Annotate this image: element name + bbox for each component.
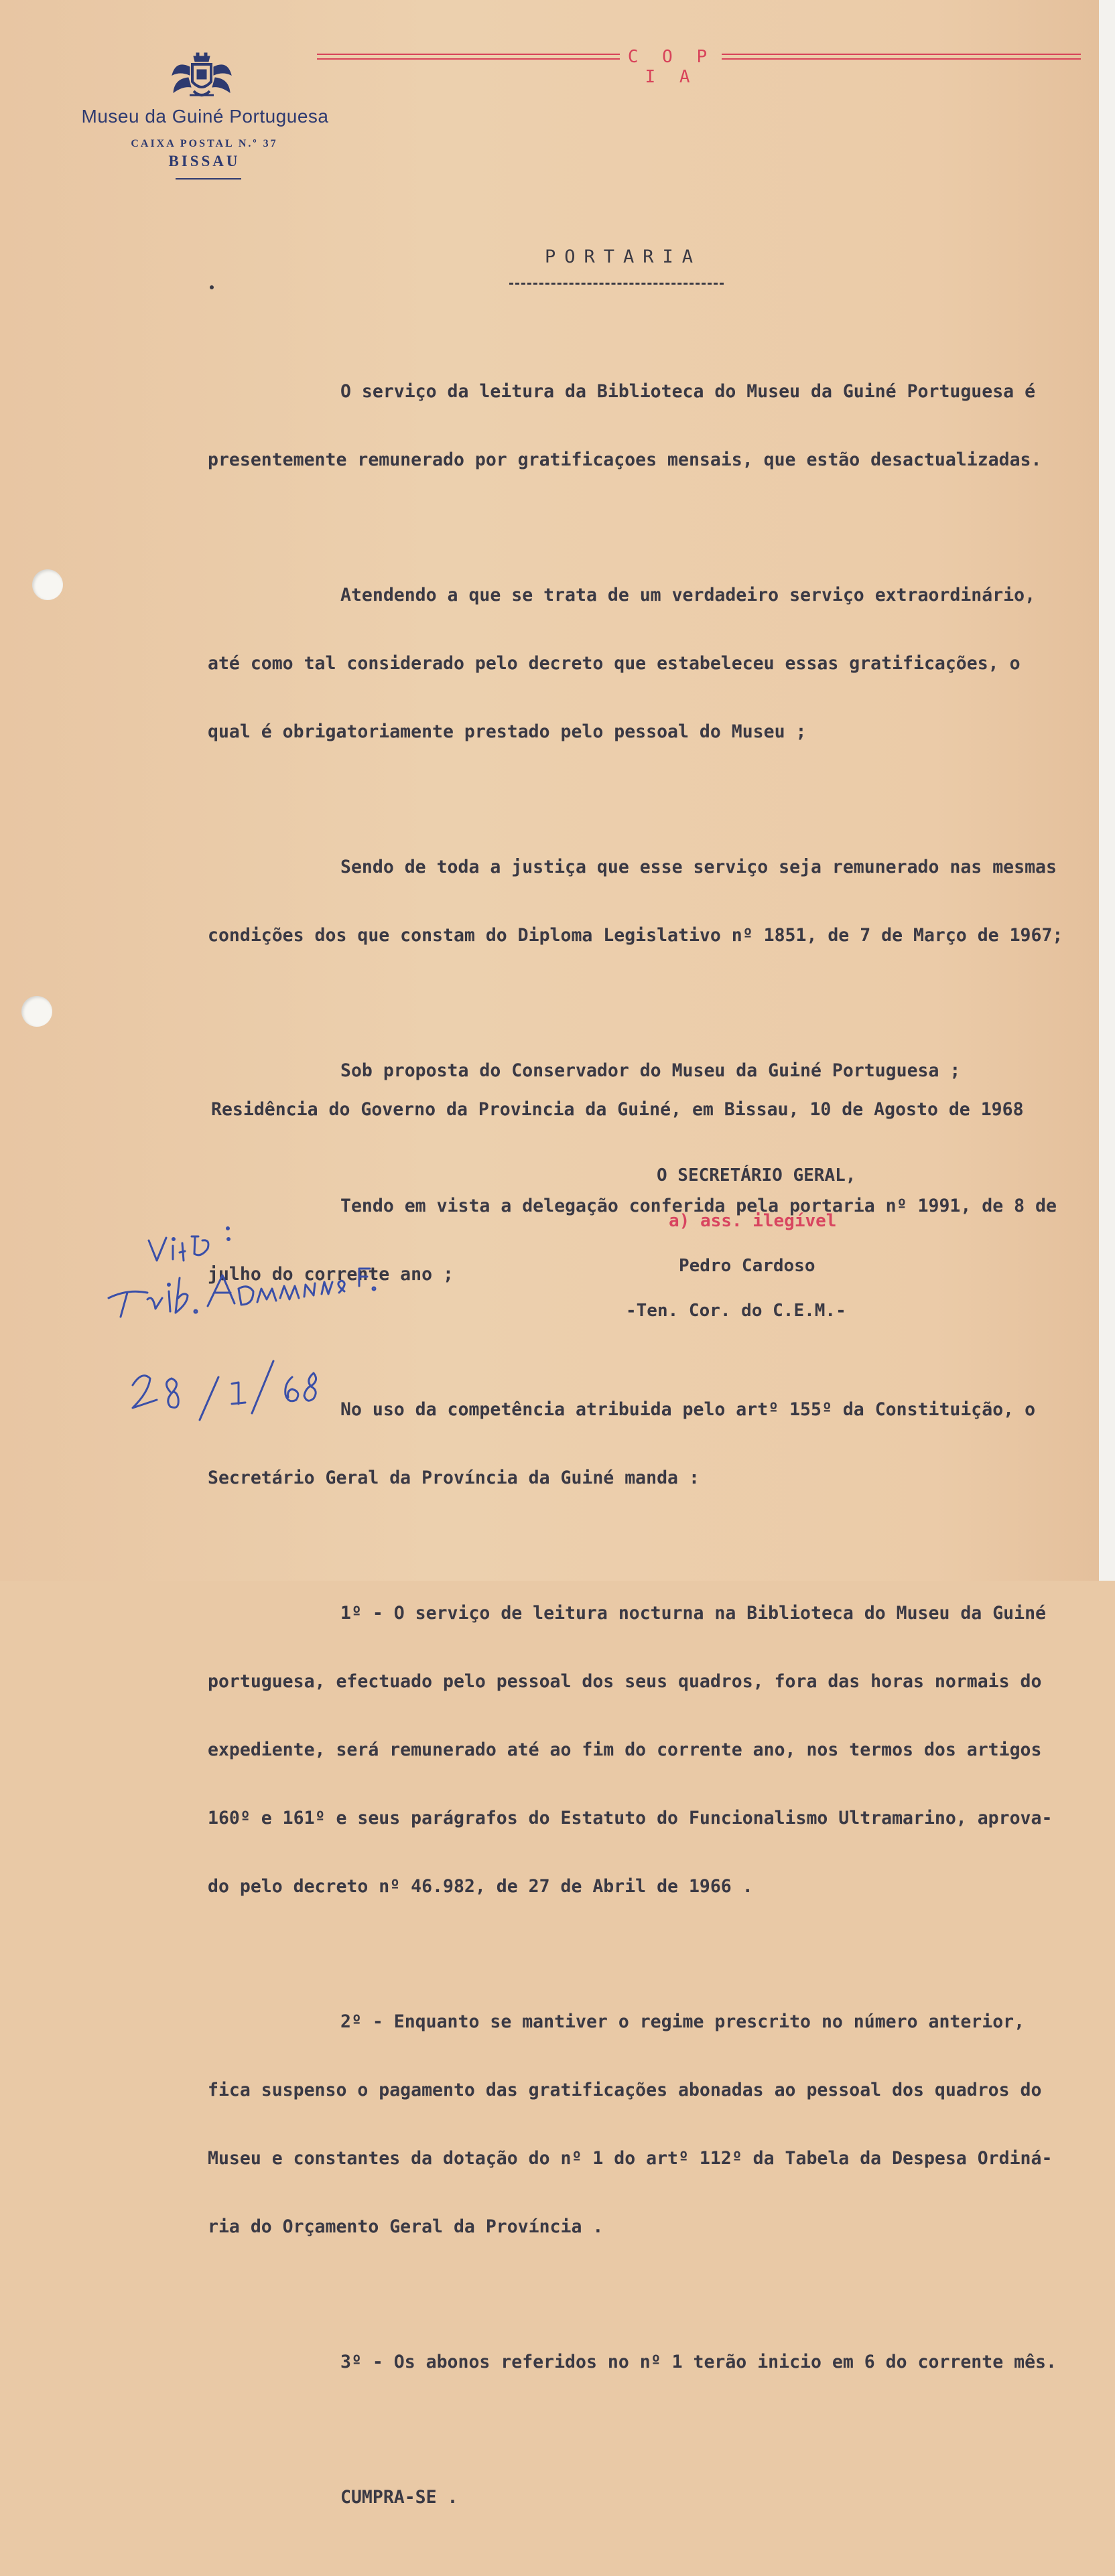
document-body [208, 335, 1099, 2576]
signature-name: Pedro Cardoso [679, 1256, 815, 1276]
text-line: 1º - O serviço de leitura nocturna na Biblioteca do Museu da Guiné [340, 1603, 1046, 1624]
text-line: julho do corrente ano ; [208, 1264, 454, 1285]
copy-rule-left [317, 54, 620, 60]
letterhead-underline [176, 178, 241, 180]
copy-rule-right [722, 54, 1081, 60]
letterhead-city: BISSAU [168, 153, 241, 169]
text-line: fica suspenso o pagamento das gratificações abonadas ao pessoal dos quadros do [208, 2080, 1042, 2100]
text-line: Atendendo a que se trata de um verdadeiro serviço extraordinário, [340, 585, 1036, 605]
text-line: Sob proposta do Conservador do Museu da Guiné Portuguesa ; [340, 1060, 961, 1081]
text-line: ria do Orçamento Geral da Província . [208, 2216, 604, 2237]
paragraph [208, 335, 1099, 517]
paragraph [208, 2305, 1099, 2419]
paragraph [208, 1557, 1099, 1944]
signature-rank: -Ten. Cor. do C.E.M.- [626, 1301, 846, 1321]
text-line: Sendo de toda a justiça que esse serviço seja remunerado nas mesmas [340, 857, 1057, 877]
text-line: qual é obrigatoriamente prestado pelo pessoal do Museu ; [208, 721, 807, 742]
text-line: CUMPRA-SE . [340, 2487, 458, 2508]
copy-label: C O P I A [627, 47, 714, 87]
paragraph [208, 810, 1099, 993]
closing-line: Residência do Governo da Provincia da Guiné, em Bissau, 10 de Agosto de 1968 [211, 1099, 1024, 1120]
paragraph [208, 1965, 1099, 2284]
signature-signed: a) ass. ilegível [669, 1211, 837, 1231]
coat-of-arms-icon [170, 52, 234, 100]
text-line: portuguesa, efectuado pelo pessoal dos seus quadros, fora das horas normais do [208, 1671, 1042, 1692]
text-line: No uso da competência atribuida pelo artº 155º da Constituição, o [340, 1399, 1036, 1420]
paragraph [208, 2441, 1099, 2555]
letterhead-postal: CAIXA POSTAL N.º 37 [131, 138, 278, 149]
text-line: expediente, será remunerado até ao fim do corrente ano, nos termos dos artigos [208, 1739, 1042, 1760]
stray-mark [210, 285, 214, 289]
letterhead-museum: Museu da Guiné Portuguesa [81, 106, 329, 127]
title-underline [509, 283, 724, 285]
copy-banner [317, 47, 1081, 87]
text-line: até como tal considerado pelo decreto que estabeleceu essas gratificações, o [208, 653, 1021, 674]
text-line: 3º - Os abonos referidos no nº 1 terão inicio em 6 do corrente mês. [340, 2352, 1057, 2372]
text-line: Museu e constantes da dotação do nº 1 do artº 112º da Tabela da Despesa Ordiná- [208, 2148, 1053, 2169]
text-line: presentemente remunerado por gratificaçoes mensais, que estão desactualizadas. [208, 449, 1042, 470]
punch-hole-bottom [21, 996, 52, 1027]
handwritten-note [101, 1219, 449, 1440]
document-title: PORTARIA [544, 246, 702, 267]
signature-role: O SECRETÁRIO GERAL, [657, 1165, 856, 1186]
page-edge [1099, 0, 1115, 1581]
text-line: O serviço da leitura da Biblioteca do Museu da Guiné Portuguesa é [340, 381, 1036, 402]
text-line: do pelo decreto nº 46.982, de 27 de Abril de 1966 . [208, 1876, 753, 1897]
text-line: Tendo em vista a delegação conferida pela portaria nº 1991, de 8 de [340, 1196, 1057, 1216]
text-line: 160º e 161º e seus parágrafos do Estatuto do Funcionalismo Ultramarino, aprova- [208, 1808, 1053, 1829]
paragraph [208, 539, 1099, 789]
text-line: condições dos que constam do Diploma Legislativo nº 1851, de 7 de Março de 1967; [208, 925, 1063, 946]
text-line: 2º - Enquanto se mantiver o regime prescrito no número anterior, [340, 2011, 1025, 2032]
text-line: Secretário Geral da Província da Guiné manda : [208, 1468, 700, 1488]
punch-hole-top [32, 569, 63, 600]
